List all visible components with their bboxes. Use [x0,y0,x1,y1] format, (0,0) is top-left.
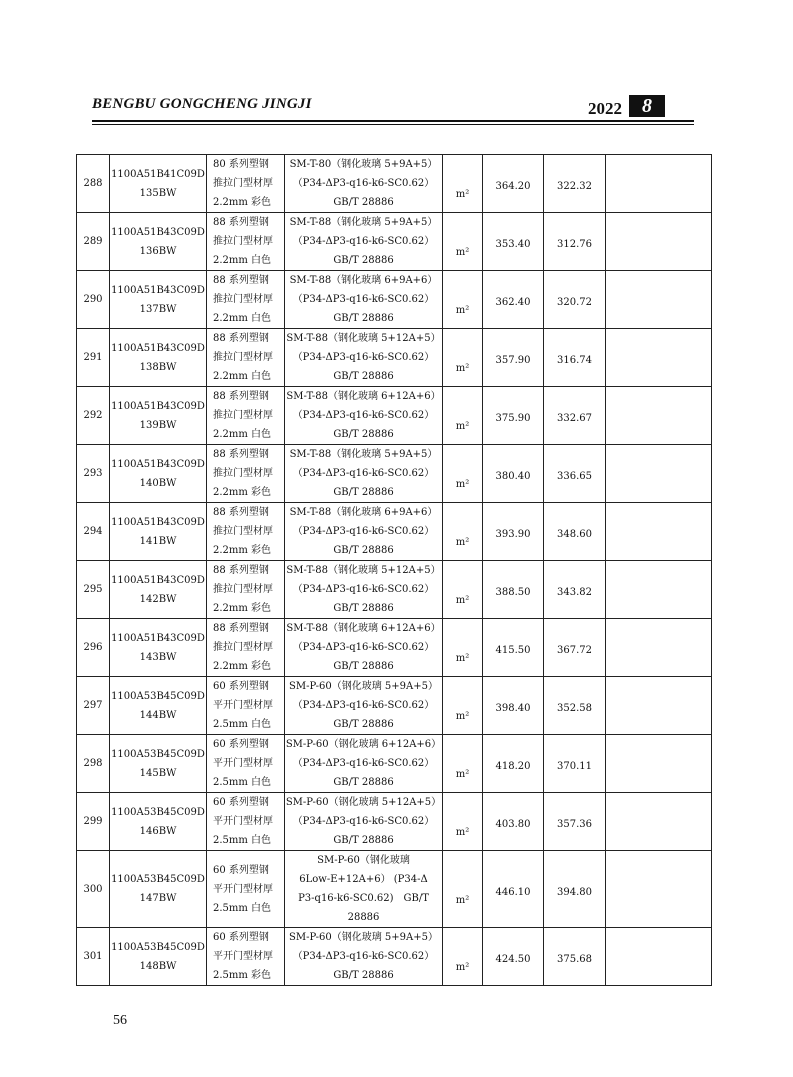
unit-cell: m² [443,851,483,928]
item-name-cell [207,851,285,928]
item-spec-line: GB/T 28886 [333,777,394,788]
item-name-line: 推拉门型材厚 [213,468,273,479]
item-name-cell [207,619,285,677]
item-spec-line: SM-T-88（钢化玻璃 5+12A+5） [286,333,441,344]
item-name-line: 88 系列塑钢 [213,449,269,460]
item-name-line: 推拉门型材厚 [213,584,273,595]
unit-cell: m² [443,271,483,329]
item-spec-line: （P34-ΔP3-q16-k6-SC0.62） [292,758,435,769]
item-name-line: 60 系列塑钢 [213,797,269,808]
row-number-cell: 293 [77,445,110,503]
item-spec-line: SM-P-60（钢化玻璃 6+12A+6） [285,739,442,750]
item-name-line: 平开门型材厚 [213,758,273,769]
item-name-line: 88 系列塑钢 [213,565,269,576]
table-row [77,793,712,851]
item-name-line: 2.5mm 白色 [213,777,272,788]
row-number-cell: 297 [77,677,110,735]
item-spec-line: GB/T 28886 [333,545,394,556]
price-tax-excluded-cell: 332.67 [544,387,606,445]
item-spec-cell [285,271,443,329]
item-code-line: 1100A51B41C09D [111,168,205,180]
item-code-line: 144BW [139,709,177,721]
item-code-cell [110,619,207,677]
item-name-cell [207,445,285,503]
remark-cell [606,503,712,561]
item-name-line: 平开门型材厚 [213,951,273,962]
item-code-cell [110,155,207,213]
item-code-line: 1100A51B43C09D [111,516,205,528]
row-number-cell: 292 [77,387,110,445]
remark-cell [606,445,712,503]
price-tax-included-cell: 403.80 [483,793,544,851]
item-spec-line: SM-T-88（钢化玻璃 6+12A+6） [286,391,441,402]
item-spec-line: GB/T 28886 [333,603,394,614]
item-code-cell [110,928,207,986]
item-code-cell [110,503,207,561]
table-row [77,619,712,677]
price-tax-included-cell: 375.90 [483,387,544,445]
item-name-line: 2.2mm 彩色 [213,661,272,672]
header-rule-thin [92,124,694,125]
item-name-line: 推拉门型材厚 [213,642,273,653]
item-spec-line: SM-P-60（钢化玻璃 5+9A+5） [289,932,438,943]
item-code-cell [110,677,207,735]
item-code-line: 141BW [139,535,177,547]
item-code-line: 1100A51B43C09D [111,632,205,644]
unit-cell: m² [443,503,483,561]
unit-cell: m² [443,735,483,793]
item-name-cell [207,329,285,387]
unit-cell: m² [443,928,483,986]
item-name-line: 平开门型材厚 [213,816,273,827]
item-name-line: 88 系列塑钢 [213,275,269,286]
price-tax-excluded-cell: 320.72 [544,271,606,329]
item-spec-cell [285,677,443,735]
item-spec-line: P3-q16-k6-SC0.62) GB/T [298,893,429,904]
table-row [77,851,712,928]
row-number-cell: 301 [77,928,110,986]
price-tax-excluded-cell: 343.82 [544,561,606,619]
price-tax-included-cell: 446.10 [483,851,544,928]
item-spec-line: SM-P-60（钢化玻璃 5+12A+5） [285,797,442,808]
price-tax-excluded-cell: 322.32 [544,155,606,213]
item-code-cell [110,445,207,503]
price-tax-included-cell: 357.90 [483,329,544,387]
item-name-line: 2.5mm 白色 [213,902,272,914]
price-table [76,154,712,986]
item-code-line: 1100A51B43C09D [111,574,205,586]
table-row [77,213,712,271]
item-name-line: 2.2mm 白色 [213,313,272,324]
page-number: 56 [113,1013,127,1028]
table-row [77,271,712,329]
price-tax-excluded-cell: 375.68 [544,928,606,986]
item-name-line: 60 系列塑钢 [213,864,269,876]
row-number-cell: 289 [77,213,110,271]
remark-cell [606,928,712,986]
price-tax-excluded-cell: 357.36 [544,793,606,851]
item-code-line: 137BW [139,303,177,315]
remark-cell [606,271,712,329]
remark-cell [606,387,712,445]
item-code-line: 1100A51B43C09D [111,400,205,412]
table-row [77,735,712,793]
item-spec-line: （P34-ΔP3-q16-k6-SC0.62） [292,468,435,479]
item-spec-line: 28886 [347,912,380,923]
table-row [77,503,712,561]
price-tax-included-cell: 380.40 [483,445,544,503]
item-name-line: 2.5mm 彩色 [213,970,272,981]
price-tax-included-cell: 415.50 [483,619,544,677]
item-code-cell [110,793,207,851]
table-row [77,445,712,503]
item-code-line: 1100A51B43C09D [111,226,205,238]
item-name-line: 平开门型材厚 [213,700,273,711]
table-row [77,155,712,213]
item-name-line: 2.5mm 白色 [213,835,272,846]
item-spec-line: GB/T 28886 [333,719,394,730]
price-tax-included-cell: 424.50 [483,928,544,986]
item-spec-cell [285,561,443,619]
item-name-cell [207,387,285,445]
table-row [77,561,712,619]
item-spec-cell [285,735,443,793]
row-number-cell: 299 [77,793,110,851]
journal-year: 2022 [588,99,622,118]
item-name-line: 平开门型材厚 [213,883,273,895]
unit-cell: m² [443,213,483,271]
item-code-line: 1100A53B45C09D [111,874,205,885]
item-code-line: 148BW [139,960,177,972]
remark-cell [606,619,712,677]
item-code-cell [110,271,207,329]
remark-cell [606,677,712,735]
item-spec-line: GB/T 28886 [333,197,394,208]
item-code-line: 136BW [139,245,177,257]
item-spec-line: GB/T 28886 [333,487,394,498]
unit-cell: m² [443,155,483,213]
table-row [77,928,712,986]
item-code-line: 1100A51B43C09D [111,284,205,296]
item-code-cell [110,561,207,619]
row-number-cell: 291 [77,329,110,387]
item-name-line: 2.2mm 白色 [213,255,272,266]
item-name-cell [207,928,285,986]
price-tax-excluded-cell: 312.76 [544,213,606,271]
item-code-line: 135BW [139,187,177,199]
price-tax-excluded-cell: 316.74 [544,329,606,387]
item-spec-line: GB/T 28886 [333,313,394,324]
item-code-line: 138BW [139,361,177,373]
price-tax-excluded-cell: 394.80 [544,851,606,928]
item-spec-cell [285,213,443,271]
row-number-cell: 295 [77,561,110,619]
item-spec-line: SM-T-88（钢化玻璃 6+9A+6） [289,507,438,518]
row-number-cell: 298 [77,735,110,793]
item-spec-line: （P34-ΔP3-q16-k6-SC0.62） [292,236,435,247]
unit-cell: m² [443,619,483,677]
item-spec-cell [285,445,443,503]
item-spec-line: GB/T 28886 [333,835,394,846]
item-spec-line: （P34-ΔP3-q16-k6-SC0.62） [292,951,435,962]
item-code-cell [110,851,207,928]
item-spec-line: SM-T-88（钢化玻璃 5+9A+5） [289,449,438,460]
item-spec-line: （P34-ΔP3-q16-k6-SC0.62） [292,526,435,537]
item-code-line: 1100A51B43C09D [111,458,205,470]
price-tax-included-cell: 418.20 [483,735,544,793]
issue-badge: 8 [629,95,665,117]
journal-title: BENGBU GONGCHENG JINGJI [92,96,312,112]
table-row [77,329,712,387]
item-code-cell [110,329,207,387]
item-code-cell [110,213,207,271]
item-code-cell [110,387,207,445]
item-name-line: 88 系列塑钢 [213,623,269,634]
item-name-line: 2.2mm 白色 [213,429,272,440]
item-spec-cell [285,503,443,561]
item-spec-line: GB/T 28886 [333,970,394,981]
item-code-line: 146BW [139,825,177,837]
item-spec-cell [285,851,443,928]
item-spec-line: SM-T-88（钢化玻璃 6+9A+6） [289,275,438,286]
unit-cell: m² [443,445,483,503]
item-code-line: 1100A53B45C09D [111,748,205,760]
item-code-line: 139BW [139,419,177,431]
item-name-line: 60 系列塑钢 [213,932,269,943]
item-spec-line: GB/T 28886 [333,255,394,266]
item-code-cell [110,735,207,793]
item-spec-line: （P34-ΔP3-q16-k6-SC0.62） [292,642,435,653]
item-spec-line: （P34-ΔP3-q16-k6-SC0.62） [292,178,435,189]
item-spec-line: （P34-ΔP3-q16-k6-SC0.62） [292,700,435,711]
item-name-line: 88 系列塑钢 [213,391,269,402]
item-name-line: 2.2mm 彩色 [213,487,272,498]
unit-cell: m² [443,561,483,619]
price-tax-included-cell: 362.40 [483,271,544,329]
price-tax-excluded-cell: 370.11 [544,735,606,793]
remark-cell [606,155,712,213]
item-name-line: 2.2mm 彩色 [213,197,272,208]
item-spec-line: SM-P-60（钢化玻璃 [317,855,410,866]
unit-cell: m² [443,329,483,387]
item-name-line: 60 系列塑钢 [213,681,269,692]
table-row [77,677,712,735]
remark-cell [606,735,712,793]
item-name-line: 2.2mm 彩色 [213,545,272,556]
item-name-cell [207,677,285,735]
item-spec-line: GB/T 28886 [333,429,394,440]
item-spec-line: （P34-ΔP3-q16-k6-SC0.62） [292,352,435,363]
price-tax-excluded-cell: 352.58 [544,677,606,735]
item-spec-cell [285,155,443,213]
item-code-line: 147BW [139,893,177,904]
price-tax-excluded-cell: 336.65 [544,445,606,503]
row-number-cell: 288 [77,155,110,213]
item-name-line: 2.5mm 白色 [213,719,272,730]
item-name-line: 推拉门型材厚 [213,352,273,363]
unit-cell: m² [443,677,483,735]
item-name-cell [207,213,285,271]
price-tax-excluded-cell: 367.72 [544,619,606,677]
item-name-line: 60 系列塑钢 [213,739,269,750]
row-number-cell: 300 [77,851,110,928]
unit-cell: m² [443,387,483,445]
remark-cell [606,793,712,851]
unit-cell: m² [443,793,483,851]
remark-cell [606,213,712,271]
item-spec-line: （P34-ΔP3-q16-k6-SC0.62） [292,584,435,595]
remark-cell [606,329,712,387]
price-tax-excluded-cell: 348.60 [544,503,606,561]
item-name-line: 88 系列塑钢 [213,333,269,344]
item-spec-cell [285,329,443,387]
item-name-line: 80 系列塑钢 [213,159,269,170]
item-name-line: 推拉门型材厚 [213,178,273,189]
row-number-cell: 296 [77,619,110,677]
item-code-line: 142BW [139,593,177,605]
item-code-line: 1100A51B43C09D [111,342,205,354]
item-name-line: 88 系列塑钢 [213,507,269,518]
item-spec-line: （P34-ΔP3-q16-k6-SC0.62） [292,816,435,827]
price-tax-included-cell: 353.40 [483,213,544,271]
price-tax-included-cell: 388.50 [483,561,544,619]
item-name-line: 2.2mm 彩色 [213,603,272,614]
item-code-line: 145BW [139,767,177,779]
remark-cell [606,851,712,928]
item-code-line: 1100A53B45C09D [111,806,205,818]
header-rule [92,120,694,122]
item-spec-line: SM-P-60（钢化玻璃 5+9A+5） [289,681,438,692]
item-spec-line: （P34-ΔP3-q16-k6-SC0.62） [292,294,435,305]
item-name-cell [207,271,285,329]
item-name-cell [207,561,285,619]
item-spec-line: SM-T-88（钢化玻璃 5+12A+5） [286,565,441,576]
price-table-body [77,155,712,986]
remark-cell [606,561,712,619]
item-code-line: 143BW [139,651,177,663]
item-spec-line: （P34-ΔP3-q16-k6-SC0.62） [292,410,435,421]
price-tax-included-cell: 364.20 [483,155,544,213]
item-spec-cell [285,619,443,677]
item-spec-line: 6Low-E+12A+6） (P34-Δ [299,874,428,885]
item-spec-cell [285,387,443,445]
price-tax-included-cell: 398.40 [483,677,544,735]
item-spec-cell [285,793,443,851]
item-name-line: 推拉门型材厚 [213,294,273,305]
item-code-line: 1100A53B45C09D [111,690,205,702]
row-number-cell: 290 [77,271,110,329]
item-code-line: 140BW [139,477,177,489]
table-row [77,387,712,445]
item-name-line: 推拉门型材厚 [213,236,273,247]
price-tax-included-cell: 393.90 [483,503,544,561]
item-spec-line: GB/T 28886 [333,371,394,382]
item-spec-line: SM-T-88（钢化玻璃 6+12A+6） [286,623,441,634]
item-code-line: 1100A53B45C09D [111,941,205,953]
item-name-line: 推拉门型材厚 [213,410,273,421]
item-name-cell [207,735,285,793]
item-spec-line: SM-T-80（钢化玻璃 5+9A+5） [289,159,438,170]
item-name-cell [207,155,285,213]
item-name-cell [207,793,285,851]
item-name-line: 88 系列塑钢 [213,217,269,228]
item-spec-cell [285,928,443,986]
item-name-line: 推拉门型材厚 [213,526,273,537]
item-spec-line: SM-T-88（钢化玻璃 5+9A+5） [289,217,438,228]
item-spec-line: GB/T 28886 [333,661,394,672]
item-name-line: 2.2mm 白色 [213,371,272,382]
row-number-cell: 294 [77,503,110,561]
item-name-cell [207,503,285,561]
